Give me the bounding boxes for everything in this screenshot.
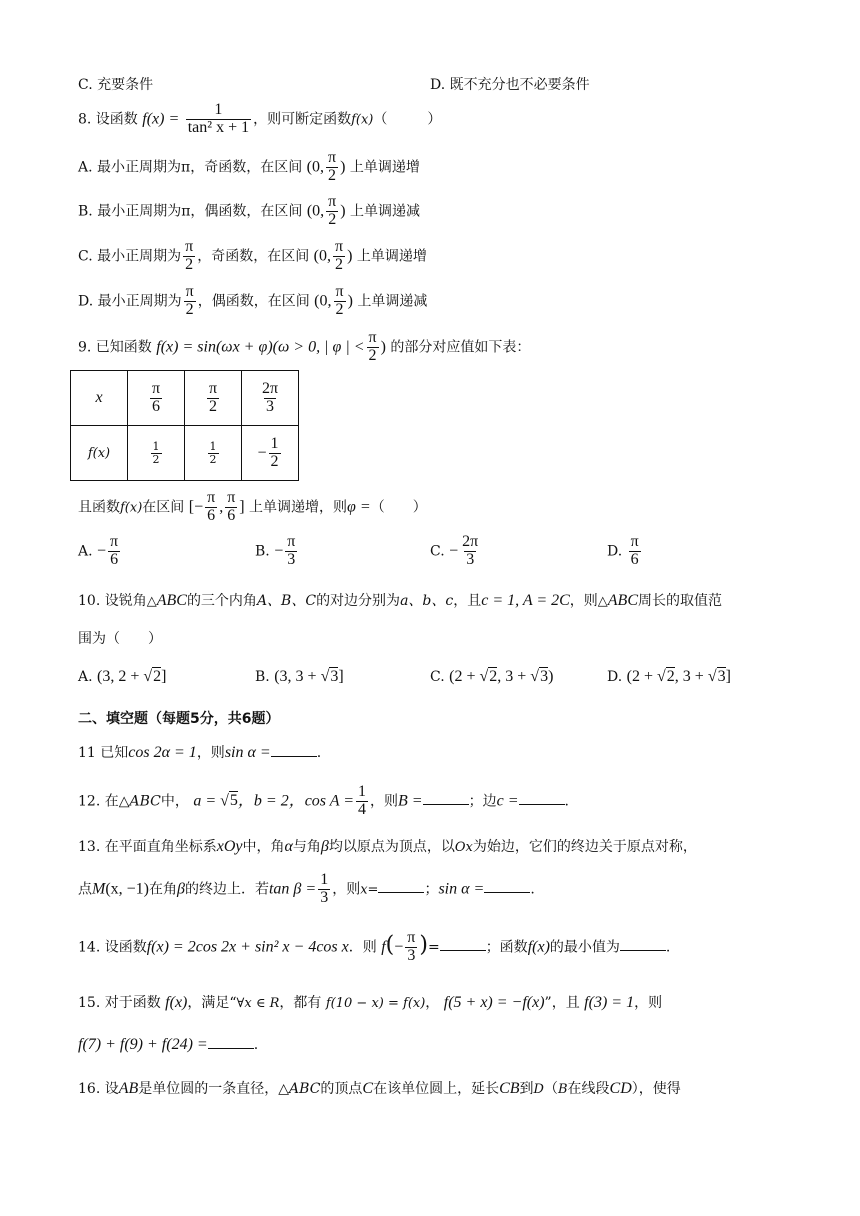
q15-line1: 15. 对于函数 f(x)，满足“∀x ∈ R，都有 f(10 − x) = f(x)， f(5 + x) = −f(x)”，且 f(3) = 1，则 [78,994,663,1011]
q8-option-b: B. 最小正周期为π，偶函数，在区间 (0, $\frac{\pi}{2}$ ) 上单调递减 [78,193,421,228]
q16-line1: 16. 设AB是单位圆的一条直径，△ABC的顶点C在该单位圆上，延长CB到D（B在线段CD），使得 [78,1080,681,1097]
q8-number: 8. 设函数 [78,111,138,128]
q7-option-c: C. 充要条件 [78,77,154,93]
q8-stem: 8. 设函数 f(x) = $\frac{1}{\text{tan² x + 1}}$ ，则可断定函数f(x)（ ） [78,101,442,136]
q8-function: f(x) = [142,110,180,128]
q9-value-table [70,370,299,481]
answer-blank [208,1036,254,1049]
table-cell: $\frac{\pi}{2}$ [185,371,242,426]
table-header-fx: f(x) [71,426,128,481]
answer-blank [440,938,486,951]
q10-option-b: B. (3, 3 + √3] [255,668,344,685]
table-header-x: x [71,371,128,426]
q11: 11 已知cos 2α = 1，则sin α = . [78,744,322,761]
q10-stem-line2: 围为（ ） [78,631,162,647]
table-row [71,371,299,426]
q7-option-d: D. 既不充分也不必要条件 [430,77,590,93]
q9-condition: 且函数f(x)在区间 [− $\frac{\pi}{6}$ , $\frac{\pi}{6}$ ] 上单调递增，则φ =（ ） [78,489,427,524]
q9-option-d: D. $\frac{\pi}{6}$ [607,533,639,568]
table-cell: $\frac{2\pi}{3}$ [242,371,299,426]
q9-option-b: B. − $\frac{\pi}{3}$ [255,533,296,568]
q10-stem-line1: 10. 设锐角△ABC的三个内角A、B、C的对边分别为a、b、c，且c = 1, A = 2C，则△ABC周长的取值范 [78,592,722,609]
q8-option-d: D. 最小正周期为 $\frac{\pi}{2}$ ，偶函数，在区间 (0, $\frac{\pi}{2}$ ) 上单调递减 [78,283,428,318]
q13-line1: 13. 在平面直角坐标系xOy中，角α与角β均以原点为顶点，以Ox为始边，它们的终边关于原点对称， [78,838,697,855]
table-cell: $\frac{1}{2}$ [128,426,185,481]
section-heading: 二、填空题（每题5分，共6题） [78,711,280,727]
q8-fraction: $\frac{1}{\text{tan² x + 1}}$ [187,101,250,136]
answer-blank [423,792,469,805]
q9-option-c: C. − $\frac{2\pi}{3}$ [430,533,479,568]
table-cell: $\frac{1}{2}$ [185,426,242,481]
q9-stem: 9. 已知函数 f(x) = sin(ωx + φ)(ω > 0, | φ | < $\frac{\pi}{2}$ ) 的部分对应值如下表： [78,329,531,364]
table-cell: − $\frac{1}{2}$ [242,426,299,481]
q14: 14. 设函数f(x) = 2cos 2x + sin² x − 4cos x．则 f(− $\frac{\pi}{3}$ )= ；函数f(x)的最小值为 . [78,929,671,964]
table-row [71,426,299,481]
answer-blank [378,880,424,893]
q12: 12. 在△ABC中， a = √5，b = 2，cos A = $\frac{1}{4}$ ，则B = ；边c = . [78,783,569,818]
q10-option-a: A. (3, 2 + √2] [78,668,167,685]
answer-blank [620,938,666,951]
q9-option-a: A. − $\frac{\pi}{6}$ [78,533,119,568]
answer-blank [271,744,317,757]
q8-option-c: C. 最小正周期为 $\frac{\pi}{2}$ ，奇函数，在区间 (0, $\frac{\pi}{2}$ ) 上单调递增 [78,238,427,273]
q15-line2: f(7) + f(9) + f(24) = . [78,1036,259,1053]
q13-line2: 点M(x, −1)在角β的终边上．若tan β = $\frac{1}{3}$ ，则x= ；sin α = . [78,871,535,906]
q8-option-a: A. 最小正周期为π，奇函数，在区间 (0, $\frac{\pi}{2}$ ) 上单调递增 [78,149,420,184]
answer-blank [484,880,530,893]
table-cell: $\frac{\pi}{6}$ [128,371,185,426]
answer-blank [519,792,565,805]
q10-option-c: C. (2 + √2, 3 + √3) [430,668,554,685]
q10-option-d: D. (2 + √2, 3 + √3] [607,668,731,685]
